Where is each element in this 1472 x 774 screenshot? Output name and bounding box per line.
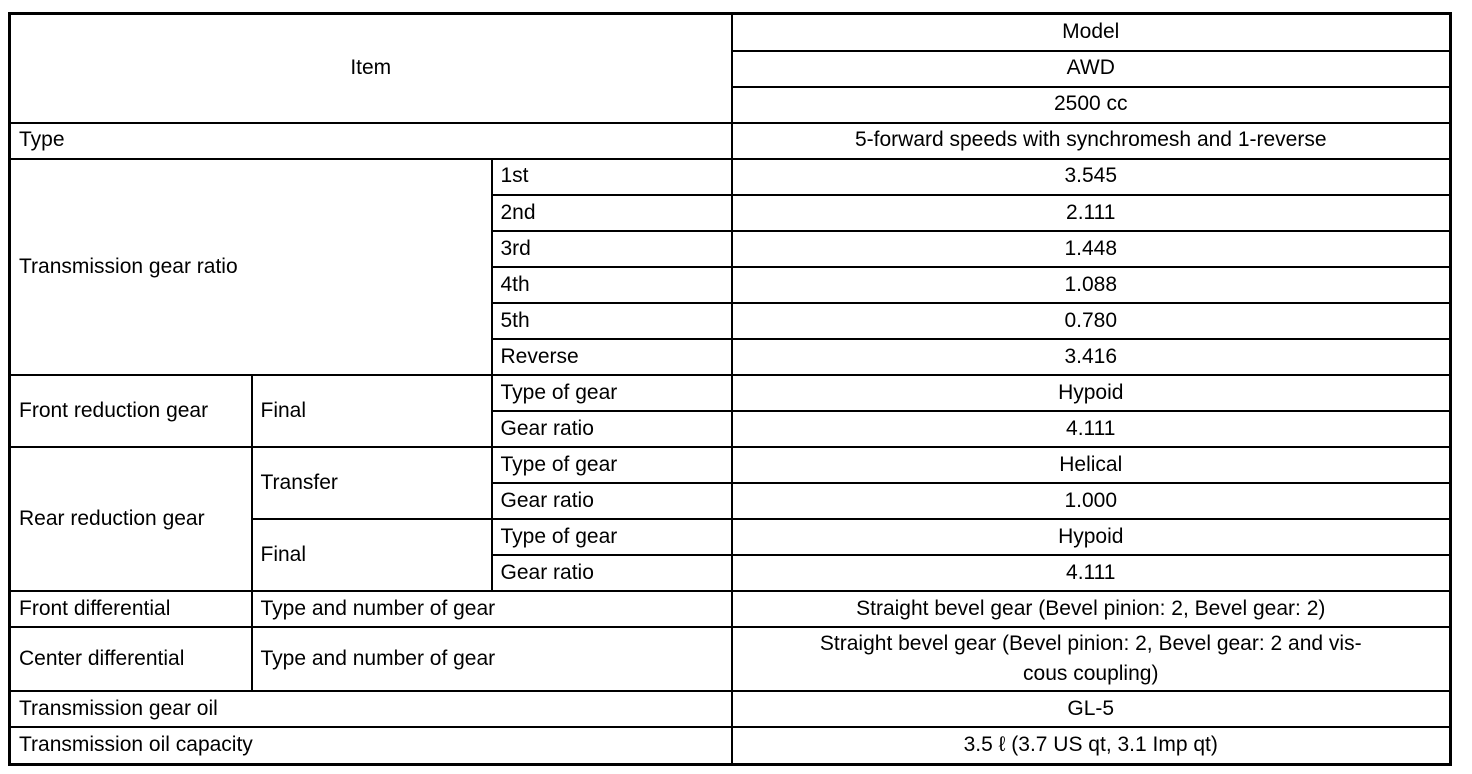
center-differential-sub-label: Type and number of gear: [252, 627, 732, 691]
rear-final-ratio-label: Gear ratio: [492, 555, 732, 591]
gear-ratio-value: 3.545: [732, 159, 1451, 195]
front-differential-value: Straight bevel gear (Bevel pinion: 2, Bevel gear: 2): [732, 591, 1451, 627]
center-differential-label: Center differential: [10, 627, 252, 691]
center-differential-value: [732, 627, 1451, 691]
front-ratio-value: 4.111: [732, 411, 1451, 447]
front-reduction-label: Front reduction gear: [10, 375, 252, 447]
specification-table: [8, 12, 1452, 766]
rear-reduction-label: Rear reduction gear: [10, 447, 252, 591]
gear-label: 4th: [492, 267, 732, 303]
rear-transfer-type-label: Type of gear: [492, 447, 732, 483]
center-differential-value-line2: cous coupling): [1023, 662, 1159, 686]
rear-final-type-label: Type of gear: [492, 519, 732, 555]
front-ratio-label: Gear ratio: [492, 411, 732, 447]
type-label: Type: [10, 123, 732, 159]
gear-label: 3rd: [492, 231, 732, 267]
front-differential-label: Front differential: [10, 591, 252, 627]
gear-label: 5th: [492, 303, 732, 339]
rear-final-label: Final: [252, 519, 492, 591]
gear-label: 1st: [492, 159, 732, 195]
oil-capacity-label: Transmission oil capacity: [10, 727, 732, 764]
drive-type-header: AWD: [732, 51, 1451, 87]
gear-label: Reverse: [492, 339, 732, 375]
gear-oil-value: GL-5: [732, 691, 1451, 727]
type-value: 5-forward speeds with synchromesh and 1-reverse: [732, 123, 1451, 159]
gear-ratio-value: 1.448: [732, 231, 1451, 267]
rear-transfer-ratio-label: Gear ratio: [492, 483, 732, 519]
gear-ratio-value: 1.088: [732, 267, 1451, 303]
gear-ratio-value: 2.111: [732, 195, 1451, 231]
gear-ratio-value: 0.780: [732, 303, 1451, 339]
item-header: Item: [10, 14, 732, 123]
rear-final-ratio-value: 4.111: [732, 555, 1451, 591]
oil-capacity-value: 3.5 ℓ (3.7 US qt, 3.1 Imp qt): [732, 727, 1451, 764]
rear-transfer-type-value: Helical: [732, 447, 1451, 483]
front-final-label: Final: [252, 375, 492, 447]
rear-transfer-ratio-value: 1.000: [732, 483, 1451, 519]
center-differential-value-line1: Straight bevel gear (Bevel pinion: 2, Bevel gear: 2 and vis-: [819, 631, 1362, 655]
rear-final-type-value: Hypoid: [732, 519, 1451, 555]
gear-oil-label: Transmission gear oil: [10, 691, 732, 727]
front-type-label: Type of gear: [492, 375, 732, 411]
gear-ratio-label: Transmission gear ratio: [10, 159, 492, 375]
front-differential-sub-label: Type and number of gear: [252, 591, 732, 627]
gear-label: 2nd: [492, 195, 732, 231]
displacement-header: 2500 cc: [732, 87, 1451, 123]
rear-transfer-label: Transfer: [252, 447, 492, 519]
front-type-value: Hypoid: [732, 375, 1451, 411]
model-header: Model: [732, 14, 1451, 51]
gear-ratio-value: 3.416: [732, 339, 1451, 375]
